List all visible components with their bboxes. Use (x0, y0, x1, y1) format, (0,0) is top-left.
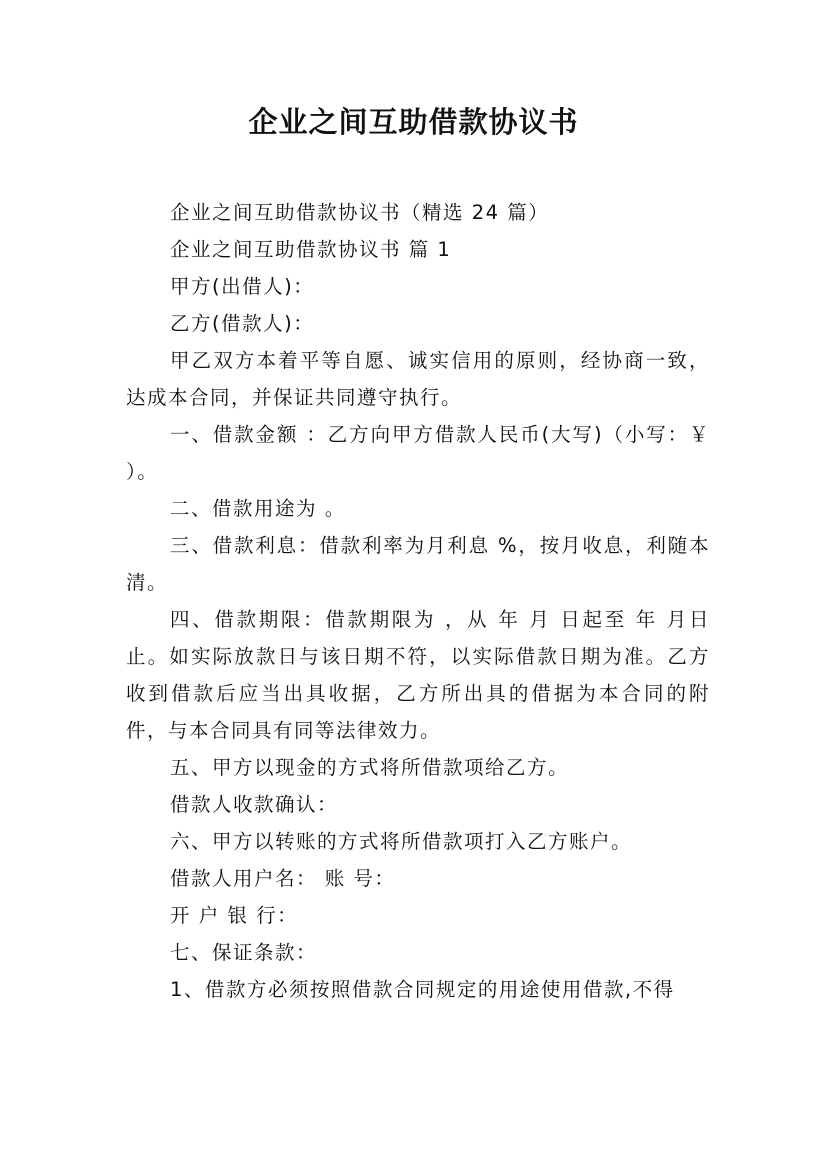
paragraph-loan-purpose: 二、借款用途为 。 (170, 497, 346, 520)
paragraph-receipt-confirmation: 借款人收款确认： (170, 793, 339, 816)
paragraph-account-name: 借款人用户名： 账 号： (170, 867, 396, 890)
paragraph-transfer-payment: 六、甲方以转账的方式将所借款项打入乙方账户。 (170, 830, 633, 853)
paragraph-cash-payment: 五、甲方以现金的方式将所借款项给乙方。 (170, 756, 570, 779)
paragraph-guarantee-clause: 七、保证条款： (170, 941, 318, 964)
paragraph-loan-term: 四、借款期限：借款期限为 ，从 年 月 日起至 年 月日止。如实际放款日与该日期不符，以实际借款日期为准。乙方收到借款后应当出具收据，乙方所出具的借据为本合同的附件，与本合同具有同等法律效力。 (126, 608, 710, 742)
paragraph-loan-interest: 三、借款利息：借款利率为月利息 %，按月收息，利随本清。 (126, 534, 710, 594)
paragraph-heading: 企业之间互助借款协议书（精选 24 篇） (170, 201, 550, 224)
paragraph-clause-1: 1、借款方必须按照借款合同规定的用途使用借款,不得 (170, 978, 675, 1001)
paragraph-preamble: 甲乙双方本着平等自愿、诚实信用的原则，经协商一致，达成本合同，并保证共同遵守执行。 (126, 349, 710, 409)
paragraph-lender: 甲方(出借人)： (170, 275, 315, 298)
paragraph-bank: 开 户 银 行： (170, 904, 299, 927)
paragraph-loan-amount: 一、借款金额 ：乙方向甲方借款人民币(大写)（小写：￥ ）。 (126, 423, 710, 483)
document-title: 企业之间互助借款协议书 (248, 105, 579, 139)
paragraph-borrower: 乙方(借款人)： (170, 312, 315, 335)
document-body (126, 194, 710, 1008)
paragraph-section-title: 企业之间互助借款协议书 篇 1 (170, 238, 452, 261)
